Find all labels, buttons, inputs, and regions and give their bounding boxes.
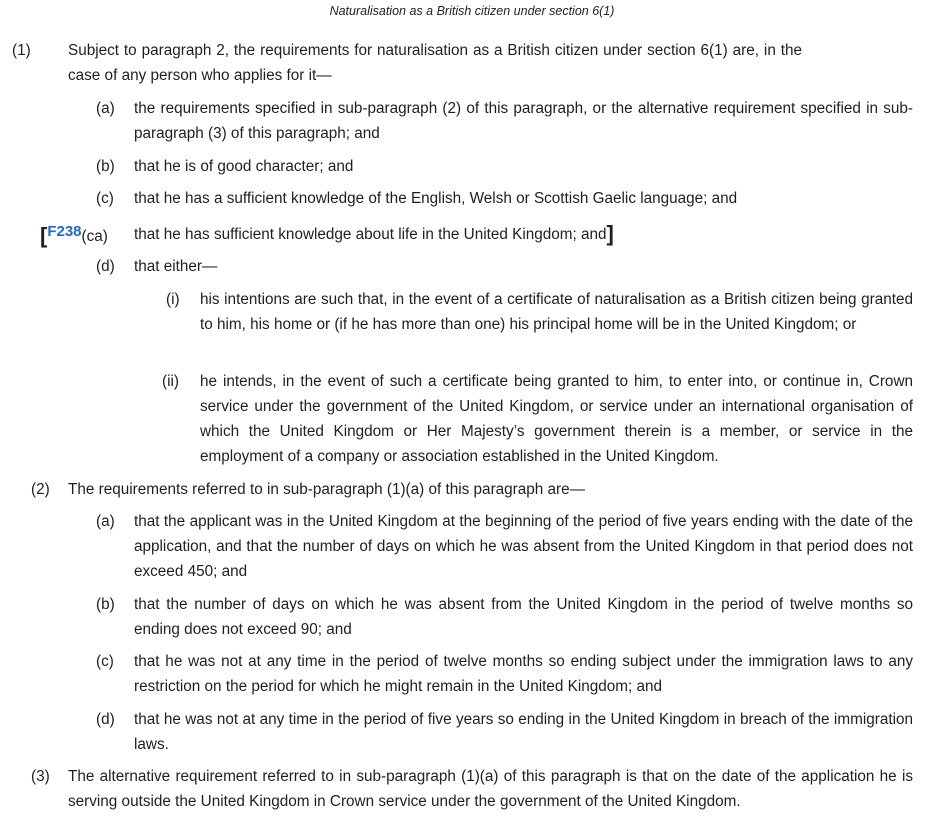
para-1ca-line bbox=[134, 221, 614, 247]
para-1ca-text: that he has sufficient knowledge about life in the United Kingdom; and bbox=[134, 226, 607, 243]
amendment-close-bracket: ] bbox=[606, 221, 614, 246]
para-1d-i-text: his intentions are such that, in the event of a certificate of naturalisation as a British citizen being granted to him, his home or (if he has more than one) his principal home will be in the United Kingdom; or bbox=[200, 291, 913, 333]
para-2b-text: that the number of days on which he was absent from the United Kingdom in the period of twelve months so ending does not exceed 90; and bbox=[134, 596, 913, 638]
para-1-number: (1) bbox=[12, 42, 31, 59]
para-1c-text: that he has a sufficient knowledge of the English, Welsh or Scottish Gaelic language; and bbox=[134, 190, 738, 207]
para-1b-number: (b) bbox=[96, 158, 115, 175]
para-1d-i-number: (i) bbox=[166, 291, 180, 308]
para-1d-ii-number: (ii) bbox=[162, 373, 179, 390]
amendment-ca bbox=[40, 219, 108, 249]
para-2c-text: that he was not at any time in the period of twelve months so ending subject under the immigration laws to any restriction on the period for which he might remain in the United Kingdom; and bbox=[134, 653, 913, 695]
para-2-text: The requirements referred to in sub-paragraph (1)(a) of this paragraph are— bbox=[68, 481, 585, 498]
para-1b-text: that he is of good character; and bbox=[134, 158, 354, 175]
section-heading: Naturalisation as a British citizen under section 6(1) bbox=[329, 4, 615, 18]
para-1d-ii-text: he intends, in the event of such a certificate being granted to him, to enter into, or continue in, Crown service under the government of the United Kingdom, or service under an international organisation of which the United Kingdom or Her Majesty’s government therein is a member, or service in the employment of a company or association established in the United Kingdom. bbox=[200, 373, 913, 465]
para-2d-number: (d) bbox=[96, 711, 115, 728]
para-1-text: Subject to paragraph 2, the requirements for naturalisation as a British citizen under section 6(1) are, in the case of any person who applies for it— bbox=[68, 42, 802, 84]
para-2b-number: (b) bbox=[96, 596, 115, 613]
para-1a-text: the requirements specified in sub-paragraph (2) of this paragraph, or the alternative requirement specified in sub-paragraph (3) of this paragraph; and bbox=[134, 100, 913, 142]
amendment-open-bracket: [ bbox=[40, 223, 48, 248]
para-2a-text: that the applicant was in the United Kingdom at the beginning of the period of five years ending with the date of the application, and that the number of days on which he was absent from the United Kingdom in that period does not exceed 450; and bbox=[134, 513, 913, 580]
para-1d-text: that either— bbox=[134, 258, 218, 275]
para-1a-number: (a) bbox=[96, 100, 115, 117]
para-1c-number: (c) bbox=[96, 190, 114, 207]
para-2a-number: (a) bbox=[96, 513, 115, 530]
para-3-text: The alternative requirement referred to in sub-paragraph (1)(a) of this paragraph is that on the date of the application he is serving outside the United Kingdom in Crown service under the government of the United Kingdom. bbox=[68, 768, 913, 810]
para-1ca-number: (ca) bbox=[81, 228, 108, 245]
para-1d-number: (d) bbox=[96, 258, 115, 275]
para-2c-number: (c) bbox=[96, 653, 114, 670]
para-2-number: (2) bbox=[31, 481, 50, 498]
para-3-number: (3) bbox=[31, 768, 50, 785]
footnote-link-f238[interactable]: F238 bbox=[47, 223, 82, 240]
para-2d-text: that he was not at any time in the period of five years so ending in the United Kingdom in breach of the immigration laws. bbox=[134, 711, 913, 753]
